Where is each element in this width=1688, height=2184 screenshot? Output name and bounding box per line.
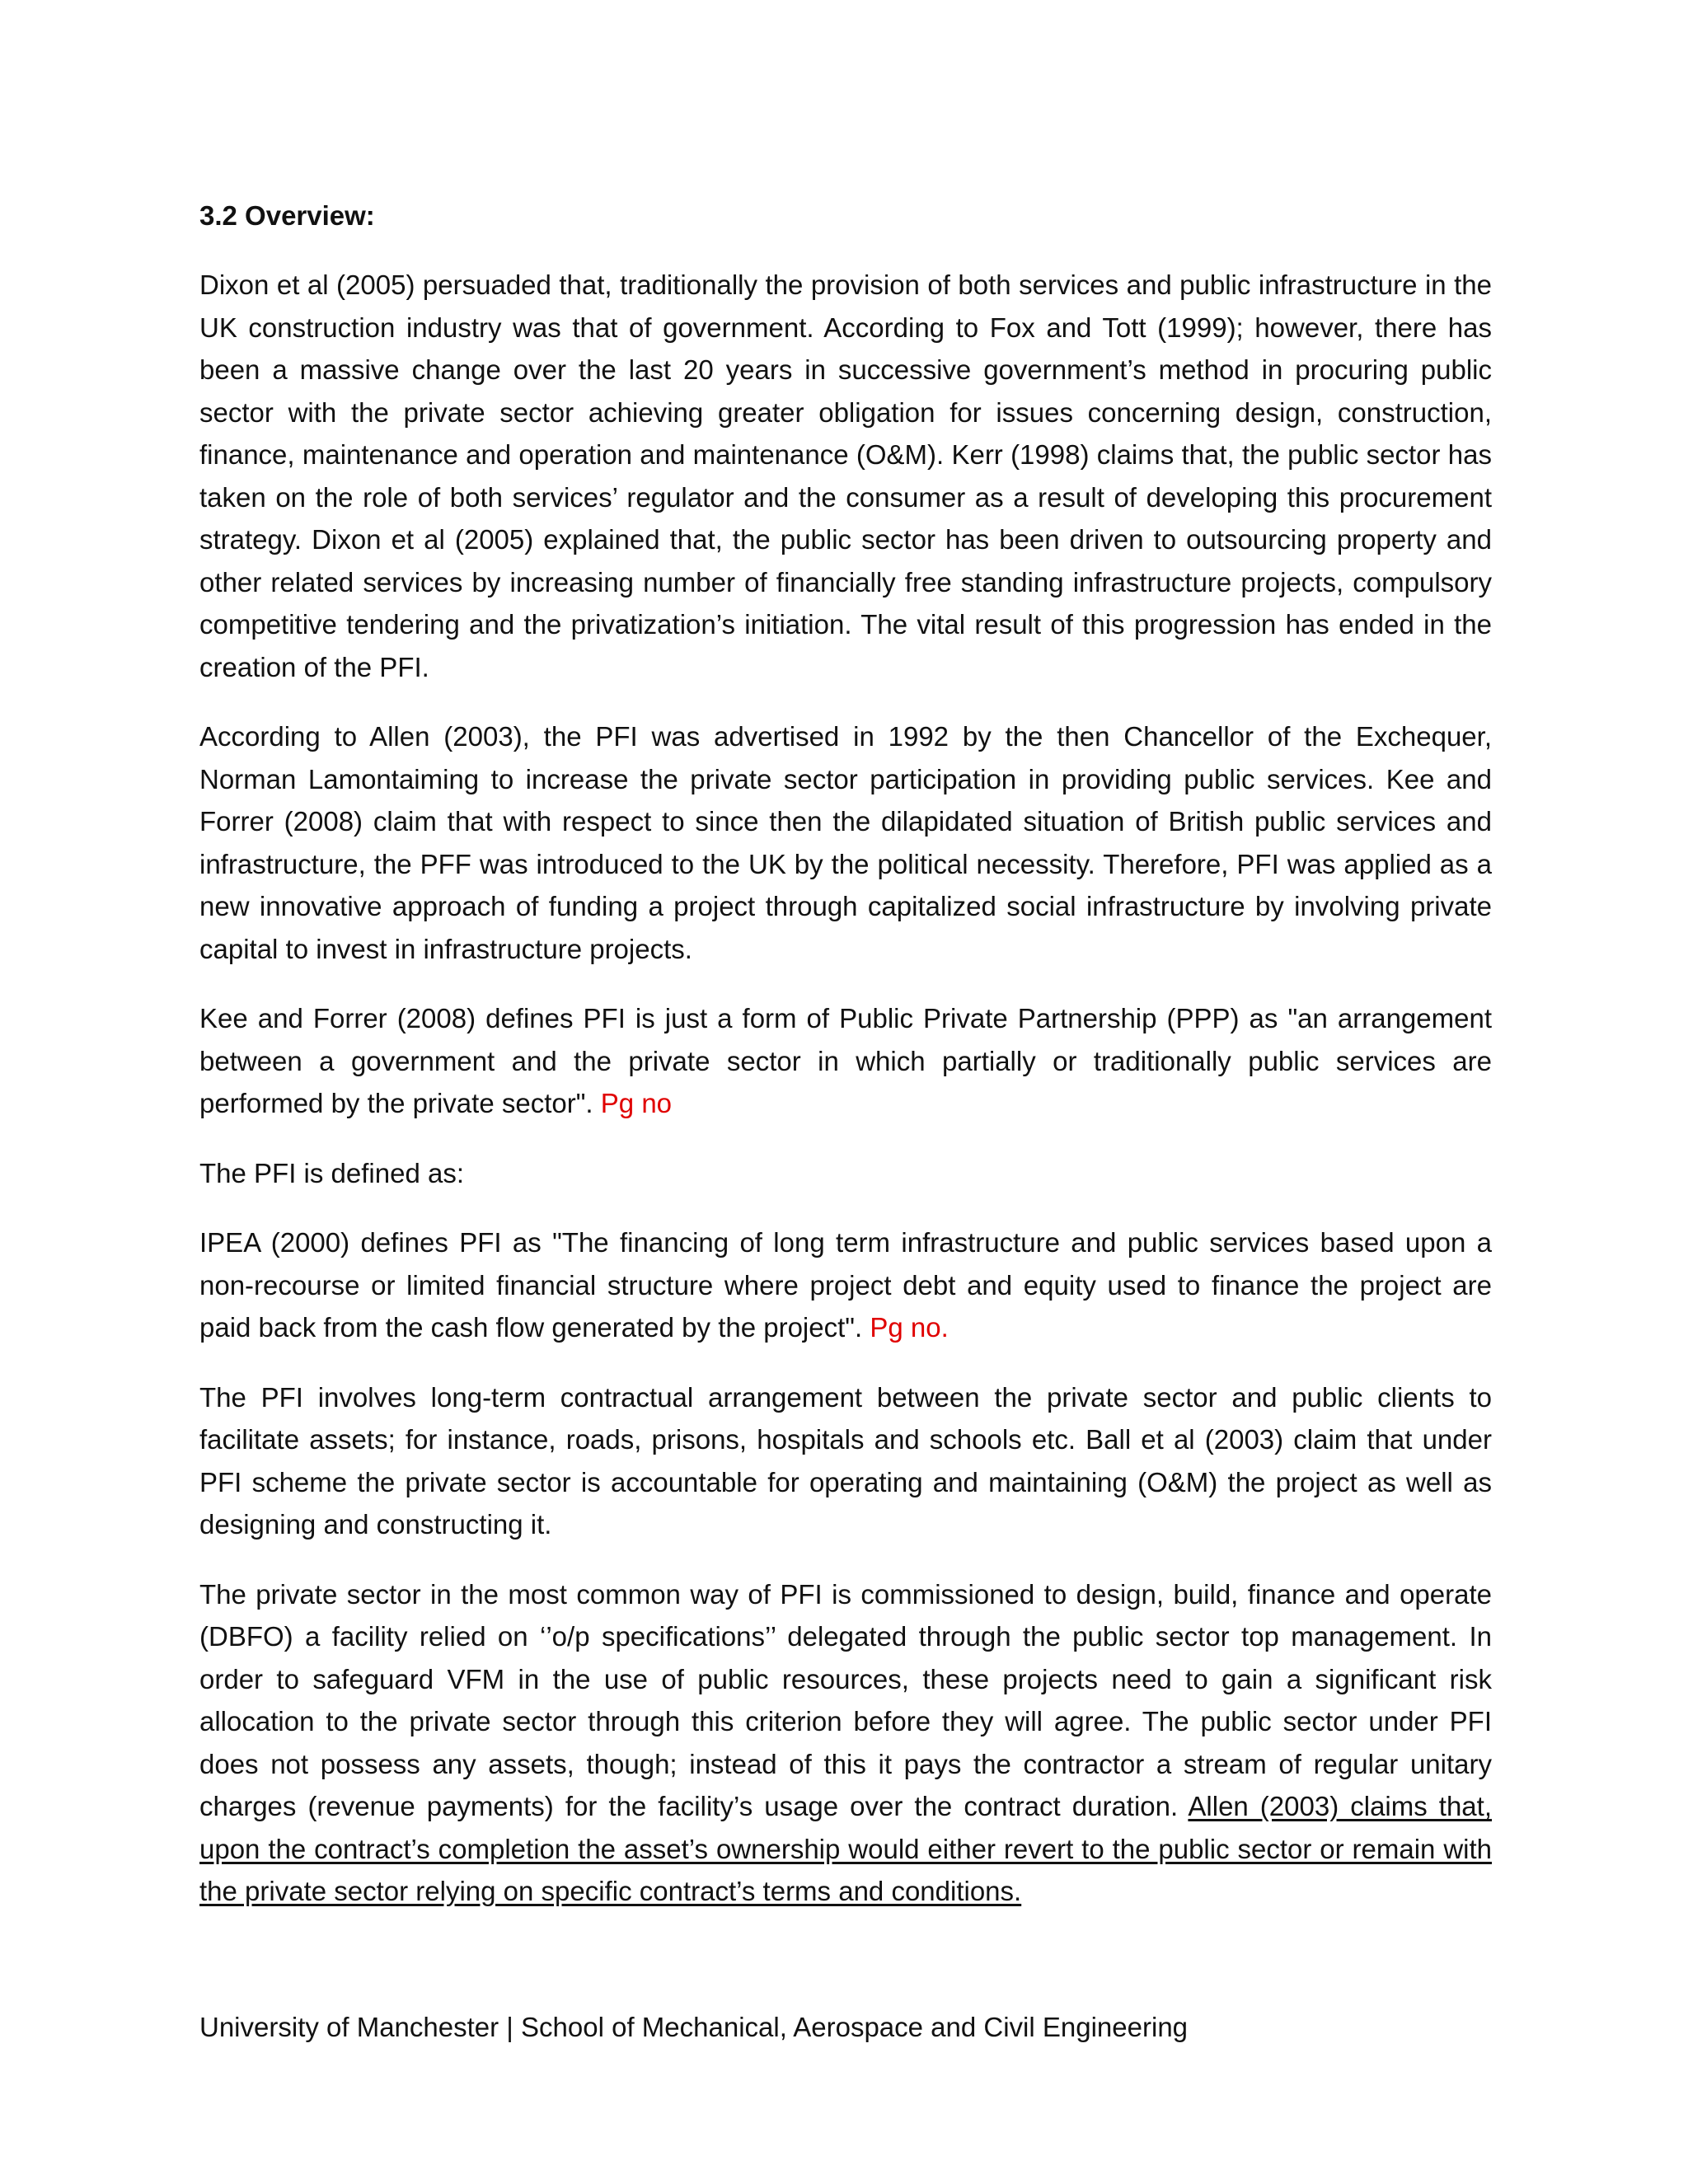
paragraph-5-text: IPEA (2000) defines PFI as "The financing of long term infrastructure and public services based upon a non-recourse or limited financial structure where project debt and equity used to finance the project are paid back from the cash flow generated by the project". [199,1227,1492,1343]
paragraph-2: According to Allen (2003), the PFI was advertised in 1992 by the then Chancellor of the Exchequer, Norman Lamontaiming to increase the private sector participation in providing public services. Kee and Forrer (2008) claim that with respect to since then the dilapidated situation of British public services and infrastructure, the PFF was introduced to the UK by the political necessity. Therefore, PFI was applied as a new innovative approach of funding a project through capitalized social infrastructure by involving private capital to invest in infrastructure projects. [199,721,1492,964]
paragraph-1: Dixon et al (2005) persuaded that, traditionally the provision of both services and public infrastructure in the UK construction industry was that of government. According to Fox and Tott (1999); however, there has been a massive change over the last 20 years in successive government’s method in procuring public sector with the private sector achieving greater obligation for issues concerning design, construction, finance, maintenance and operation and maintenance (O&M). Kerr (1998) claims that, the public sector has taken on the role of both services’ regulator and the consumer as a result of developing this procurement strategy. Dixon et al (2005) explained that, the public sector has been driven to outsourcing property and other related services by increasing number of financially free standing infrastructure projects, compulsory competitive tendering and the privatization’s initiation. The vital result of this progression has ended in the creation of the PFI. [199,269,1492,682]
paragraph-3 [199,997,1492,1125]
document-page [199,0,1492,2184]
page-number-note: Pg no. [870,1312,949,1343]
page-footer: University of Manchester | School of Mechanical, Aerospace and Civil Engineering [199,2012,1189,2042]
underlined-citation: Allen (2003) claims that, upon the contract’s completion the asset’s ownership would either revert to the public sector or remain with the private sector relying on specific contract’s terms and conditions. [199,1791,1492,1906]
paragraph-7 [199,1573,1492,1913]
paragraph-6: The PFI involves long-term contractual arrangement between the private sector and public clients to facilitate assets; for instance, roads, prisons, hospitals and schools etc. Ball et al (2003) claim that under PFI scheme the private sector is accountable for operating and maintaining (O&M) the project as well as designing and constructing it. [199,1381,1492,1540]
page-number-note: Pg no [600,1088,673,1118]
paragraph-7-text: The private sector in the most common way of PFI is commissioned to design, build, finance and operate (DBFO) a facility relied on ‘’o/p specifications’’ delegated through the public sector top management. In order to safeguard VFM in the use of public resources, these projects need to gain a significant risk allocation to the private sector through this criterion before they will agree. The public sector under PFI does not possess any assets, though; instead of this it pays the contractor a stream of regular unitary charges (revenue payments) for the facility’s usage over the contract duration. [199,1578,1492,1821]
paragraph-4: The PFI is defined as: [199,1157,464,1188]
paragraph-5 [199,1221,1492,1349]
section-heading: 3.2 Overview: [199,200,375,231]
body-text [199,264,1492,1913]
paragraph-3-text: Kee and Forrer (2008) defines PFI is just a form of Public Private Partnership (PPP) as "an arrangement between a government and the private sector in which partially or traditionally public services are performed by the private sector". [199,1003,1492,1118]
